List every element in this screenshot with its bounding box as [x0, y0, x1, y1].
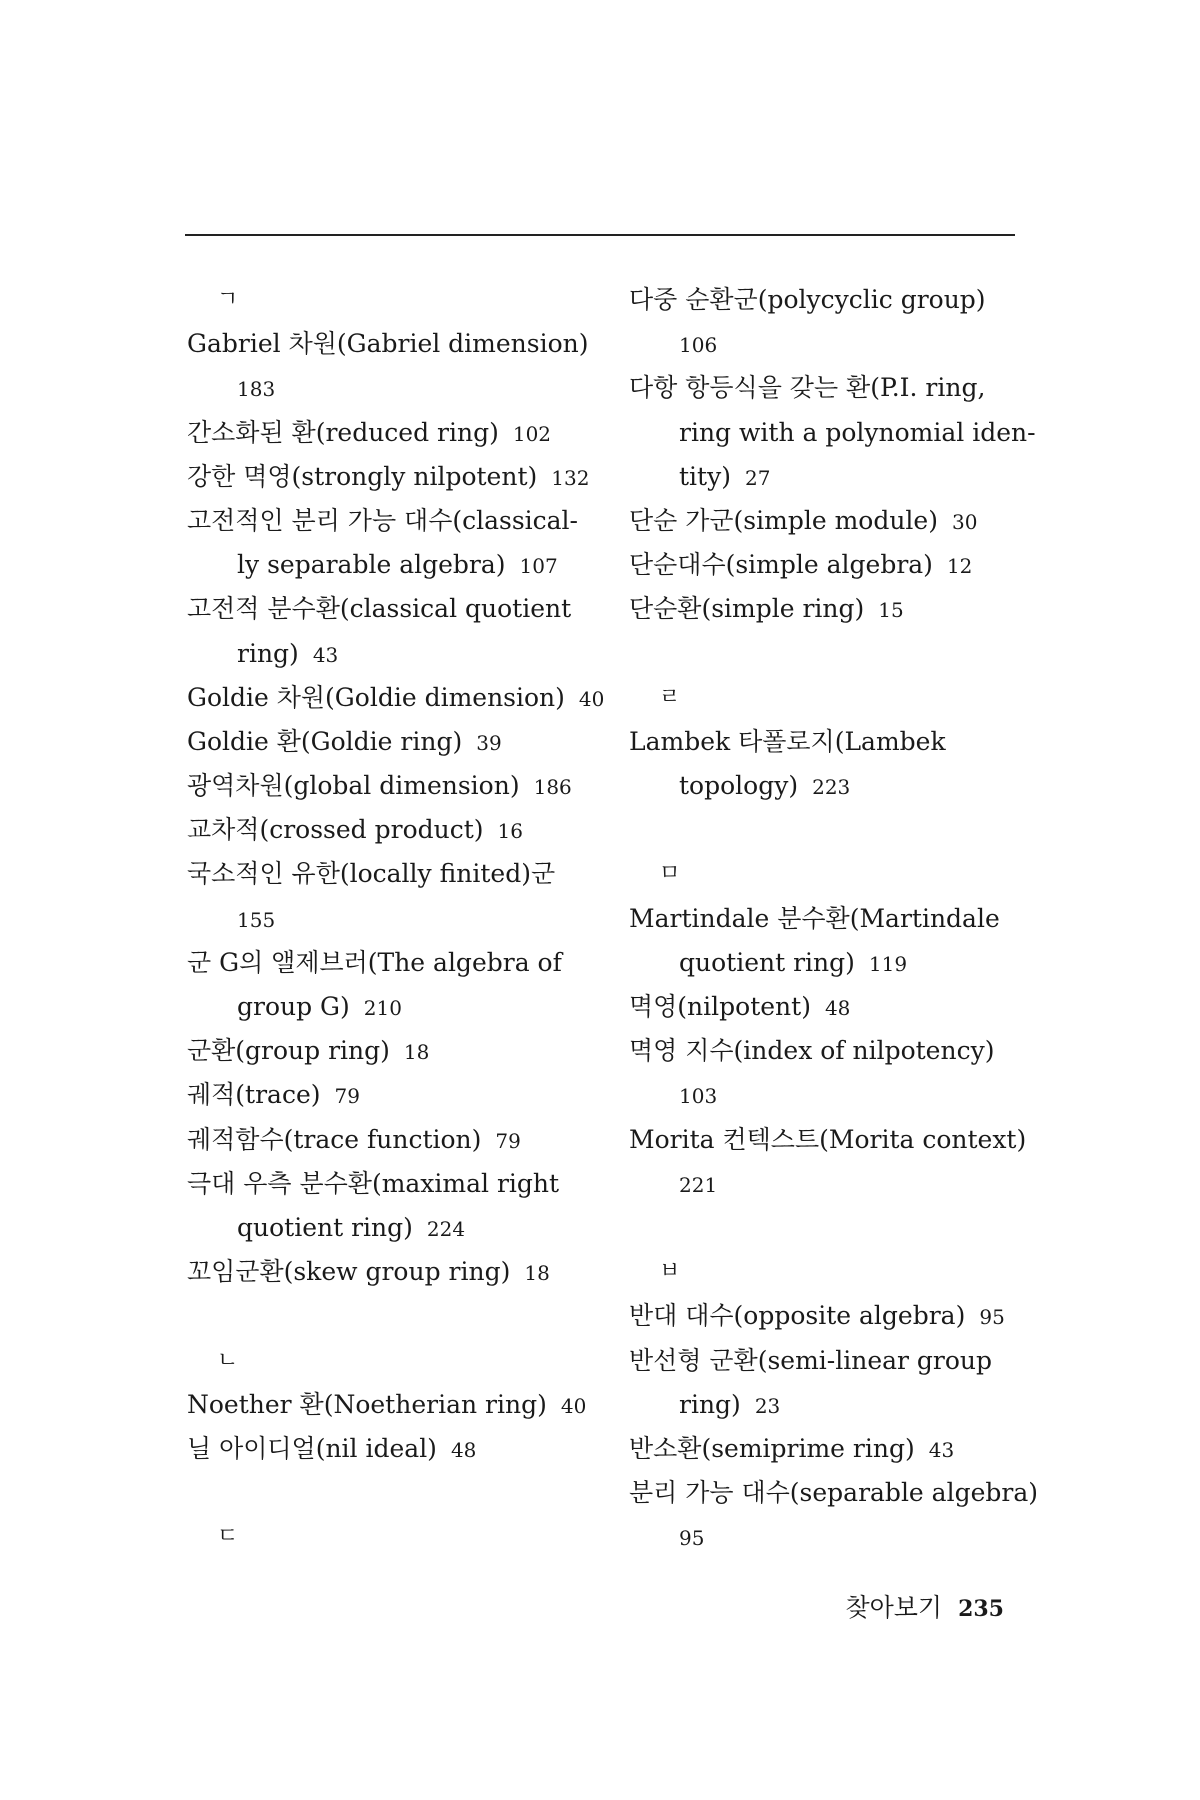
entry-page-number: 183 — [237, 377, 276, 402]
entry-term: 멱영 지수(index of nilpotency) — [629, 1036, 995, 1066]
entry-page-number: 186 — [533, 775, 572, 800]
index-entry-continuation — [629, 1515, 1029, 1559]
entry-page-number: 223 — [812, 775, 851, 800]
footer-label: 찾아보기 — [845, 1593, 943, 1622]
entry-term: 군환(group ring) — [187, 1036, 390, 1066]
entry-term: 고전적 분수환(classical quotient — [187, 594, 572, 624]
index-entry-continuation — [629, 1073, 1029, 1117]
section-header: ㄱ — [217, 287, 239, 312]
spacer — [187, 1294, 607, 1338]
entry-term: quotient ring) — [237, 1212, 413, 1242]
index-entry-continuation — [629, 1383, 1029, 1427]
entry-page-number: 119 — [868, 951, 908, 976]
index-column-right — [629, 278, 1038, 1559]
entry-term: quotient ring) — [679, 947, 855, 977]
entry-page-number: 95 — [979, 1305, 1005, 1330]
index-entry — [629, 499, 1029, 543]
spacer — [629, 808, 1029, 852]
entry-page-number: 18 — [403, 1040, 430, 1065]
index-entry — [629, 543, 1029, 587]
entry-term: 고전적인 분리 가능 대수(classical- — [187, 505, 579, 535]
entry-page-number: 23 — [754, 1393, 781, 1418]
entry-term: tity) — [679, 461, 731, 491]
entry-page-number: 40 — [578, 686, 605, 711]
entry-page-number: 102 — [512, 421, 552, 446]
entry-page-number: 79 — [334, 1084, 360, 1109]
index-entry — [629, 278, 1029, 322]
spacer — [629, 1206, 1029, 1250]
index-entry — [187, 1383, 607, 1427]
entry-page-number: 39 — [476, 730, 502, 755]
entry-page-number: 210 — [363, 996, 402, 1020]
index-entry — [187, 720, 607, 764]
spacer — [187, 1471, 607, 1515]
entry-term: Goldie 차원(Goldie dimension) — [187, 682, 565, 712]
entry-term: Morita 컨텍스트(Morita context) — [629, 1124, 1027, 1154]
entry-page-number: 12 — [946, 554, 973, 579]
entry-term: 교차적(crossed product) — [187, 815, 484, 845]
index-entry — [187, 1118, 607, 1162]
index-entry — [187, 852, 607, 896]
index-entry-continuation — [187, 897, 607, 941]
entry-term: 단순 가군(simple module) — [629, 505, 938, 535]
index-entry — [629, 1294, 1029, 1338]
entry-page-number: 43 — [312, 642, 339, 667]
page-number: 235 — [958, 1596, 1004, 1622]
index-entry-continuation — [187, 632, 607, 676]
entry-term: Gabriel 차원(Gabriel dimension) — [187, 329, 589, 359]
section-header: ㄹ — [659, 684, 681, 710]
entry-page-number: 107 — [519, 554, 558, 579]
index-entry-continuation — [187, 1206, 607, 1250]
entry-term: 단순환(simple ring) — [629, 594, 865, 624]
index-entry — [187, 1427, 607, 1471]
entry-page-number: 48 — [450, 1437, 477, 1462]
entry-term: 반대 대수(opposite algebra) — [629, 1301, 966, 1331]
entry-term: 단순대수(simple algebra) — [629, 550, 933, 580]
entry-term: ly separable algebra) — [237, 550, 506, 580]
entry-term: 다항 항등식을 갖는 환(P.I. ring, — [629, 373, 986, 403]
index-entry — [187, 499, 607, 543]
index-entry — [187, 808, 607, 852]
index-entry — [629, 1339, 1029, 1383]
section-header: ㄷ — [217, 1524, 239, 1550]
index-entry-continuation — [629, 941, 1029, 985]
index-entry — [629, 587, 1029, 631]
index-entry — [187, 455, 607, 499]
entry-term: Martindale 분수환(Martindale — [629, 903, 1000, 933]
section-header: ㅂ — [659, 1259, 681, 1285]
index-entry-continuation — [629, 411, 1036, 455]
entry-term: 강한 멱영(strongly nilpotent) — [187, 461, 538, 491]
index-entry — [629, 720, 1029, 764]
entry-term: ring) — [679, 1389, 741, 1419]
entry-page-number: 40 — [560, 1393, 587, 1418]
index-entry — [187, 764, 607, 808]
entry-page-number: 48 — [824, 996, 851, 1020]
entry-term: ring with a polynomial iden- — [679, 417, 1036, 447]
entry-term: 다중 순환군(polycyclic group) — [629, 285, 986, 314]
entry-term: 반선형 군환(semi-linear group — [629, 1345, 993, 1375]
entry-page-number: 106 — [679, 333, 718, 358]
index-entry — [187, 1073, 607, 1117]
entry-page-number: 16 — [497, 819, 523, 844]
entry-page-number: 43 — [928, 1437, 955, 1462]
spacer — [629, 632, 1029, 676]
index-entry-continuation — [629, 1162, 1029, 1206]
entry-page-number: 221 — [679, 1172, 718, 1197]
entry-term: 멱영(nilpotent) — [629, 992, 811, 1021]
entry-term: 국소적인 유한(locally finited)군 — [187, 859, 556, 889]
index-entry-continuation — [629, 322, 1029, 366]
entry-term: 분리 가능 대수(separable algebra) — [629, 1478, 1038, 1508]
entry-term: 닐 아이디얼(nil ideal) — [187, 1433, 437, 1463]
entry-term: ring) — [237, 638, 299, 668]
index-entry — [629, 985, 1029, 1029]
entry-term: 간소화된 환(reduced ring) — [187, 417, 499, 447]
index-entry-continuation — [187, 543, 607, 587]
entry-term: group G) — [237, 992, 350, 1021]
entry-term: 반소환(semiprime ring) — [629, 1433, 915, 1463]
top-rule — [185, 234, 1015, 236]
entry-term: topology) — [679, 771, 799, 801]
index-entry — [187, 587, 607, 631]
section-header: ㄴ — [217, 1347, 239, 1373]
entry-page-number: 79 — [495, 1128, 521, 1153]
index-entry — [629, 1471, 1038, 1515]
section-header: ㅁ — [659, 861, 681, 887]
entry-page-number: 224 — [426, 1216, 466, 1241]
entry-term: 궤적함수(trace function) — [187, 1124, 482, 1154]
entry-term: 꼬임군환(skew group ring) — [187, 1257, 511, 1287]
entry-page-number: 30 — [951, 509, 978, 534]
index-entry-continuation — [629, 455, 1029, 499]
index-entry-continuation — [187, 985, 607, 1029]
index-entry — [187, 1162, 607, 1206]
index-column-left — [187, 278, 607, 1559]
entry-page-number: 18 — [524, 1261, 550, 1286]
entry-term: 군 G의 앨제브러(The algebra of — [187, 947, 562, 977]
entry-page-number: 132 — [551, 465, 590, 490]
entry-term: 궤적(trace) — [187, 1080, 321, 1110]
entry-term: 광역차원(global dimension) — [187, 771, 520, 801]
entry-page-number: 15 — [878, 598, 904, 623]
index-entry — [187, 1029, 607, 1073]
index-entry — [187, 941, 607, 985]
index-entry — [629, 366, 1029, 410]
entry-page-number: 95 — [679, 1526, 705, 1551]
index-entry — [187, 1250, 607, 1294]
entry-page-number: 155 — [237, 907, 276, 932]
index-entry — [187, 322, 607, 366]
entry-page-number: 27 — [744, 465, 771, 490]
page-footer — [845, 1588, 1004, 1624]
entry-term: Lambek 타폴로지(Lambek — [629, 726, 946, 756]
index-entry — [187, 411, 607, 455]
entry-term: Goldie 환(Goldie ring) — [187, 726, 463, 756]
entry-page-number: 103 — [679, 1084, 718, 1109]
index-entry-continuation — [187, 366, 607, 410]
index-entry-continuation — [629, 764, 1029, 808]
entry-term: 극대 우측 분수환(maximal right — [187, 1168, 560, 1198]
entry-term: Noether 환(Noetherian ring) — [187, 1389, 547, 1419]
index-entry — [187, 676, 607, 720]
index-entry — [629, 897, 1029, 941]
index-entry — [629, 1118, 1029, 1162]
index-entry — [629, 1427, 1029, 1471]
index-entry — [629, 1029, 1029, 1073]
